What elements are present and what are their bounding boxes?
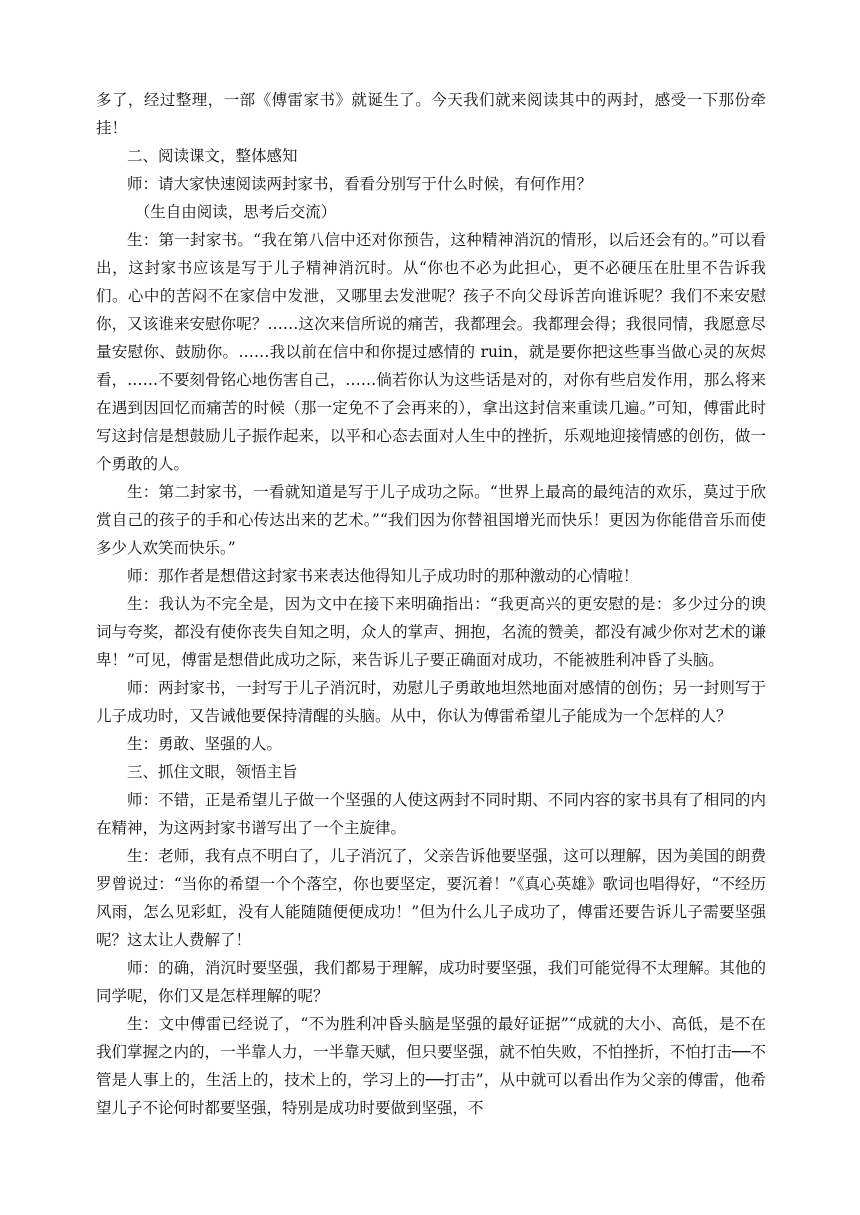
paragraph-5: 生：第一封家书。“我在第八信中还对你预告，这种精神消沉的情形，以后还会有的。”可以看出，这封家书应该是写于儿子精神消沉时。从“你也不必为此担心，更不必硬压在肚里不告诉我们。心中的苦闷不在家信中发泄，又哪里去发泄呢？孩子不向父母诉苦向谁诉呢？我们不来安慰你，又该谁来安慰你呢？……这次来信所说的痛苦，我都理会。我都理会得；我很同情，我愿意尽量安慰你、鼓励你。……我以前在信中和你提过感情的 ruin，就是要你把这些事当做心灵的灰烬看，……不要刻骨铭心地伤害自己，……倘若你认为这些话是对的，对你有些启发作用，那么将来在遇到因回忆而痛苦的时候（那一定免不了会再来的），拿出这封信来重读几遍。”可知，傅雷此时写这封信是想鼓励儿子振作起来，以平和心态去面对人生中的挫折，乐观地迎接情感的创伤，做一个勇敢的人。 bbox=[96, 231, 766, 473]
paragraph-9: 师：两封家书，一封写于儿子消沉时，劝慰儿子勇敢地坦然地面对感情的创伤；另一封则写于儿子成功时，又告诫他要保持清醒的头脑。从中，你认为傅雷希望儿子能成为一个怎样的人？ bbox=[96, 679, 766, 725]
section-heading-2: 二、阅读课文，整体感知 bbox=[127, 147, 298, 165]
section-heading-11: 三、抓住文眼，领悟主旨 bbox=[127, 763, 298, 781]
paragraph-8: 生：我认为不完全是，因为文中在接下来明确指出：“我更高兴的更安慰的是：多少过分的谀词与夸奖，都没有使你丧失自知之明，众人的掌声、拥抱，名流的赞美，都没有减少你对艺术的谦卑！”可见，傅雷是想借此成功之际，来告诉儿子要正确面对成功，不能被胜利冲昏了头脑。 bbox=[96, 595, 766, 669]
paragraph-4: （生自由阅读，思考后交流） bbox=[134, 203, 337, 221]
paragraph-1: 多了，经过整理，一部《傅雷家书》就诞生了。今天我们就来阅读其中的两封，感受一下那份牵挂！ bbox=[96, 91, 766, 137]
paragraph-3: 师：请大家快速阅读两封家书，看看分别写于什么时候，有何作用？ bbox=[127, 175, 593, 193]
paragraph-7: 师：那作者是想借这封家书来表达他得知儿子成功时的那种激动的心情啦！ bbox=[127, 567, 639, 585]
paragraph-12: 师：不错，正是希望儿子做一个坚强的人使这两封不同时期、不同内容的家书具有了相同的内在精神，为这两封家书谱写出了一个主旋律。 bbox=[96, 791, 766, 837]
document-page bbox=[96, 86, 766, 1122]
paragraph-15: 生：文中傅雷已经说了，“不为胜利冲昏头脑是坚强的最好证据”“成就的大小、高低，是不在我们掌握之内的，一半靠人力，一半靠天赋，但只要坚强，就不怕失败，不怕挫折，不怕打击──不管是人事上的，生活上的，技术上的，学习上的──打击”，从中就可以看出作为父亲的傅雷，他希望儿子不论何时都要坚强，特别是成功时要做到坚强，不 bbox=[96, 1015, 766, 1117]
paragraph-6: 生：第二封家书，一看就知道是写于儿子成功之际。“世界上最高的最纯洁的欢乐，莫过于欣赏自己的孩子的手和心传达出来的艺术。”“我们因为你替祖国增光而快乐！更因为你能借音乐而使多少人欢笑而快乐。” bbox=[96, 483, 766, 557]
paragraph-10: 生：勇敢、坚强的人。 bbox=[127, 735, 283, 753]
paragraph-13: 生：老师，我有点不明白了，儿子消沉了，父亲告诉他要坚强，这可以理解，因为美国的朗费罗曾说过：“当你的希望一个个落空，你也要坚定，要沉着！”《真心英雄》歌词也唱得好，“不经历风雨，怎么见彩虹，没有人能随随便便成功！”但为什么儿子成功了，傅雷还要告诉儿子需要坚强呢？这太让人费解了！ bbox=[96, 847, 766, 949]
paragraph-14: 师：的确，消沉时要坚强，我们都易于理解，成功时要坚强，我们可能觉得不太理解。其他的同学呢，你们又是怎样理解的呢？ bbox=[96, 959, 766, 1005]
